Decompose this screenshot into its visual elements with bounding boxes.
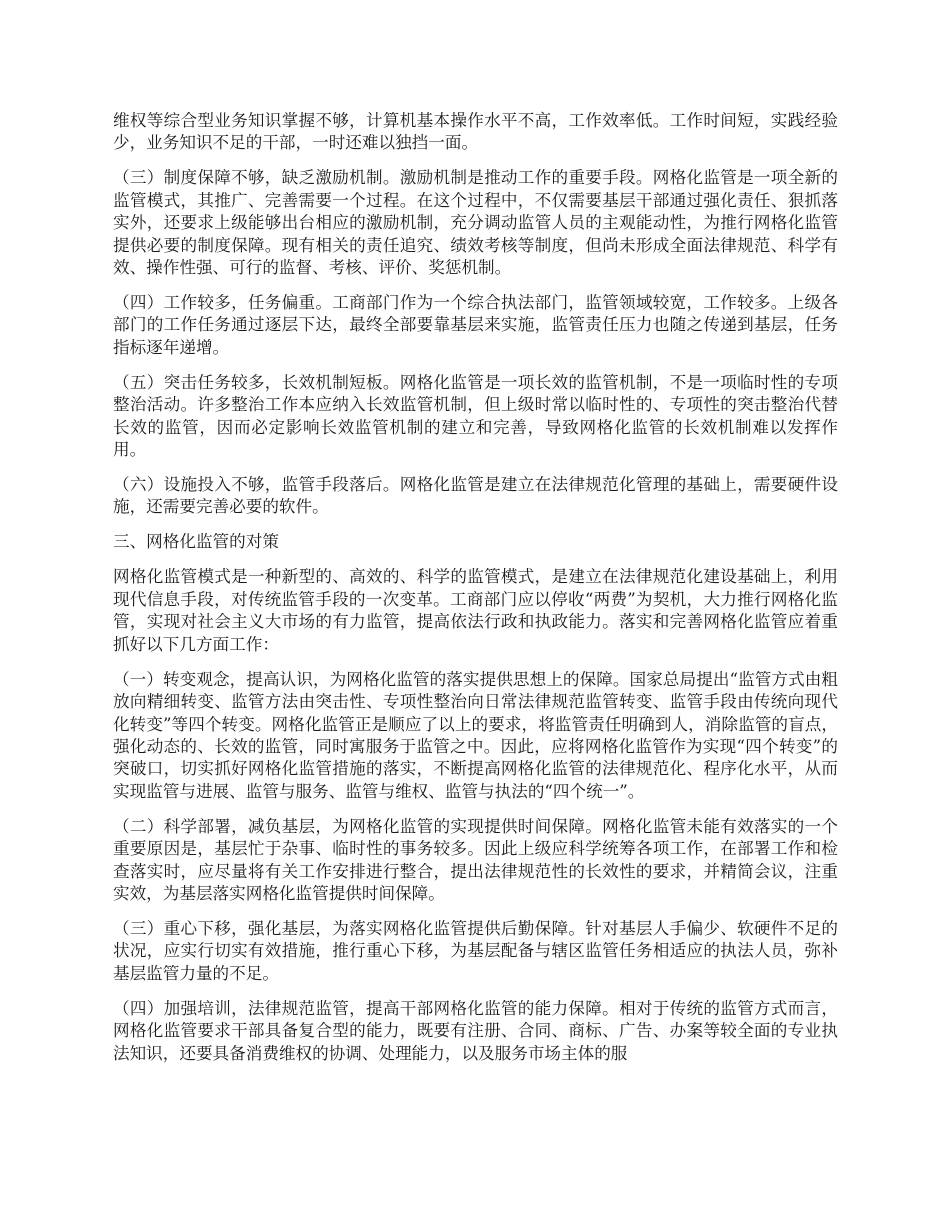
paragraph-4: （五）突击任务较多，长效机制短板。网格化监管是一项长效的监管机制，不是一项临时性的专项整治活动。许多整治工作本应纳入长效监管机制，但上级时常以临时性的、专项性的突击整治代替长效的监管，因而必定影响长效监管机制的建立和完善，导致网格化监管的长效机制难以发挥作用。 [113,372,838,460]
paragraph-8: （二）科学部署，减负基层，为网格化监管的实现提供时间保障。网格化监管未能有效落实的一个重要原因是，基层忙于杂事、临时性的事务较多。因此上级应科学统筹各项工作，在部署工作和检查落实时，应尽量将有关工作安排进行整合，提出法律规范性的长效性的要求，并精简会议，注重实效，为基层落实网格化监管提供时间保障。 [113,816,838,903]
paragraph-3: （四）工作较多，任务偏重。工商部门作为一个综合执法部门，监管领域较宽，工作较多。上级各部门的工作任务通过逐层下达，最终全部要靠基层来实施，监管责任压力也随之传递到基层，任务指标逐年递增。 [113,293,838,357]
paragraph-2: （三）制度保障不够，缺乏激励机制。激励机制是推动工作的重要手段。网格化监管是一项全新的监管模式，其推广、完善需要一个过程。在这个过程中，不仅需要基层干部通过强化责任、狠抓落实外，还要求上级能够出台相应的激励机制，充分调动监管人员的主观能动性，为推行网格化监管提供必要的制度保障。现有相关的责任追究、绩效考核等制度，但尚未形成全面法律规范、科学有效、操作性强、可行的监督、考核、评价、奖惩机制。 [113,168,838,278]
paragraph-6: 网格化监管模式是一种新型的、高效的、科学的监管模式，是建立在法律规范化建设基础上，利用现代信息手段，对传统监管手段的一次变革。工商部门应以停收“两费”为契机，大力推行网格化监管，实现对社会主义大市场的有力监管，提高依法行政和执政能力。落实和完善网格化监管应着重抓好以下几方面工作： [113,567,838,654]
paragraph-10: （四）加强培训，法律规范监管，提高干部网格化监管的能力保障。相对于传统的监管方式而言，网格化监管要求干部具备复合型的能力，既要有注册、合同、商标、广告、办案等较全面的专业执法知识，还要具备消费维权的协调、处理能力，以及服务市场主体的服 [113,998,838,1063]
paragraph-9: （三）重心下移，强化基层，为落实网格化监管提供后勤保障。针对基层人手偏少、软硬件不足的状况，应实行切实有效措施，推行重心下移，为基层配备与辖区监管任务相适应的执法人员，弥补基层监管力量的不足。 [113,918,838,983]
document-body [113,110,838,1078]
paragraph-5: （六）设施投入不够，监管手段落后。网格化监管是建立在法律规范化管理的基础上，需要硬件设施，还需要完善必要的软件。 [113,475,838,517]
paragraph-1: 维权等综合型业务知识掌握不够，计算机基本操作水平不高，工作效率低。工作时间短，实践经验少，业务知识不足的干部，一时还难以独挡一面。 [113,111,838,153]
section-heading: 三、网格化监管的对策 [113,532,279,552]
paragraph-7: （一）转变观念，提高认识，为网格化监管的落实提供思想上的保障。国家总局提出“监管方式由粗放向精细转变、监管方法由突击性、专项性整治向日常法律规范监管转变、监管手段由传统向现代化转变”等四个转变。网格化监管正是顺应了以上的要求，将监管责任明确到人，消除监管的盲点，强化动态的、长效的监管，同时寓服务于监管之中。因此，应将网格化监管作为实现“四个转变”的突破口，切实抓好网格化监管措施的落实，不断提高网格化监管的法律规范化、程序化水平，从而实现监管与进展、监管与服务、监管与维权、监管与执法的“四个统一”。 [113,669,838,801]
